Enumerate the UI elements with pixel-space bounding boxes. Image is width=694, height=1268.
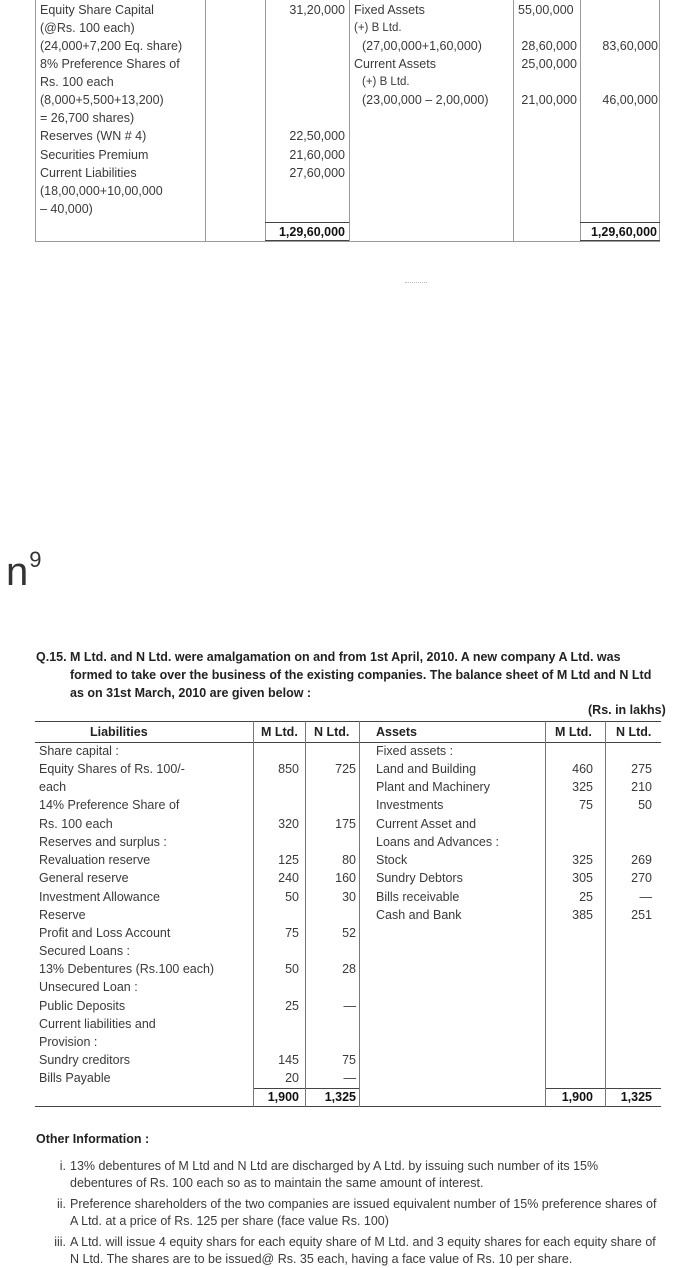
liability-m-value: 850 (278, 762, 299, 776)
amount-b-ltd-current: 21,00,000 (521, 93, 577, 107)
asset-m-value: 460 (572, 762, 593, 776)
liability-text: (18,00,000+10,00,000 (40, 184, 163, 198)
info-item-number: i. (59, 1159, 66, 1173)
asset-text: Fixed Assets (354, 3, 425, 17)
liability-label: Secured Loans : (39, 944, 131, 958)
asset-n-value: — (639, 890, 652, 904)
asset-text: (27,00,000+1,60,000) (362, 39, 482, 53)
asset-label: Plant and Machinery (376, 780, 490, 794)
liability-text: Reserves (WN # 4) (40, 129, 147, 143)
liability-label: Bills Payable (39, 1071, 111, 1085)
asset-text: (+) B Ltd. (354, 22, 402, 34)
asset-label: Fixed assets : (376, 744, 454, 758)
liability-n-value: 30 (342, 890, 356, 904)
header-n-ltd-assets: N Ltd. (616, 725, 652, 739)
amount-fixed-assets: 55,00,000 (518, 3, 574, 17)
column-divider (253, 721, 254, 1107)
liability-label: Current liabilities and (39, 1017, 156, 1031)
liability-label: Profit and Loss Account (39, 926, 171, 940)
asset-m-value: 385 (572, 908, 593, 922)
liability-text: – 40,000) (40, 202, 93, 216)
asset-m-value: 325 (572, 780, 593, 794)
asset-label: Land and Building (376, 762, 477, 776)
asset-n-value: 210 (631, 780, 652, 794)
liability-label: Share capital : (39, 744, 119, 758)
info-item-text: A Ltd. will issue 4 equity shars for each equity share of M Ltd. and 3 equity shares for each equity share of N Ltd. The shares are to be issued@ Rs. 35 each, having a face value of Rs. 10 per share. (70, 1235, 656, 1266)
question-number: Q.15. (36, 650, 67, 664)
question-text: M Ltd. and N Ltd. were amalgamation on and from 1st April, 2010. A new company A Ltd. was formed to take over the business of the existing companies. The balance sheet of M Ltd and N Ltd as on 31st March, 2010 are given below : (70, 650, 652, 700)
balance-sheet-table (35, 721, 661, 1107)
asset-n-value: 251 (631, 908, 652, 922)
asset-text: Current Assets (354, 57, 436, 71)
units-label: (Rs. in lakhs) (588, 703, 666, 717)
page-separator (405, 282, 427, 283)
liability-label: General reserve (39, 871, 129, 885)
asset-n-value: 270 (631, 871, 652, 885)
asset-m-value: 325 (572, 853, 593, 867)
liability-label: Investment Allowance (39, 890, 160, 904)
total-liab-m: 1,900 (267, 1090, 299, 1104)
amount-securities-premium: 21,60,000 (289, 148, 345, 162)
total-liab-n: 1,325 (324, 1090, 356, 1104)
asset-n-value: 275 (631, 762, 652, 776)
liability-label: Reserves and surplus : (39, 835, 167, 849)
column-divider (305, 721, 306, 1107)
liability-n-value: 75 (342, 1053, 356, 1067)
asset-label: Loans and Advances : (376, 835, 500, 849)
asset-text: (+) B Ltd. (362, 76, 410, 88)
liability-label: Sundry creditors (39, 1053, 131, 1067)
liability-text: 8% Preference Shares of (40, 57, 180, 71)
liability-label: Rs. 100 each (39, 817, 113, 831)
liability-text: (@Rs. 100 each) (40, 21, 135, 35)
asset-label: Current Asset and (376, 817, 477, 831)
liability-label: each (39, 780, 67, 794)
asset-label: Cash and Bank (376, 908, 462, 922)
amount-current-liabilities: 27,60,000 (289, 166, 345, 180)
liability-text: Rs. 100 each (40, 75, 114, 89)
liability-text: (24,000+7,200 Eq. share) (40, 39, 183, 53)
amount-reserves: 22,50,000 (289, 129, 345, 143)
total-assets: 1,29,60,000 (580, 222, 660, 241)
header-assets: Assets (376, 725, 417, 739)
total-asset-m: 1,900 (561, 1090, 593, 1104)
amount-current-assets: 25,00,000 (521, 57, 577, 71)
header-m-ltd-assets: M Ltd. (555, 725, 592, 739)
liability-m-value: 50 (285, 890, 299, 904)
amount-b-ltd-fixed: 28,60,000 (521, 39, 577, 53)
liability-n-value: 80 (342, 853, 356, 867)
info-item-text: 13% debentures of M Ltd and N Ltd are discharged by A Ltd. by issuing such number of its 15% debentures of Rs. 100 each so as to maintain the same amount of interest. (70, 1159, 599, 1190)
column-divider (205, 0, 206, 241)
amount-equity: 31,20,000 (289, 3, 345, 17)
liability-m-value: 125 (278, 853, 299, 867)
liability-label: 13% Debentures (Rs.100 each) (39, 962, 215, 976)
column-divider (349, 0, 350, 241)
liability-text: (8,000+5,500+13,200) (40, 93, 164, 107)
asset-m-value: 25 (579, 890, 593, 904)
column-divider (265, 0, 266, 241)
liability-text: Equity Share Capital (40, 3, 154, 17)
asset-label: Bills receivable (376, 890, 460, 904)
liability-label: 14% Preference Share of (39, 798, 180, 812)
liability-m-value: 240 (278, 871, 299, 885)
liability-text: = 26,700 shares) (40, 111, 135, 125)
liability-m-value: 145 (278, 1053, 299, 1067)
info-item-number: ii. (56, 1197, 66, 1211)
liability-n-value: — (343, 1071, 356, 1085)
table-bottom-rule (35, 1106, 661, 1107)
header-m-ltd: M Ltd. (261, 725, 298, 739)
page-mark: $n^9$ (6, 547, 42, 594)
liability-m-value: 75 (285, 926, 299, 940)
amount-fixed-total: 83,60,000 (602, 39, 658, 53)
column-divider (359, 721, 360, 1107)
liability-label: Provision : (39, 1035, 98, 1049)
asset-m-value: 305 (572, 871, 593, 885)
asset-label: Sundry Debtors (376, 871, 463, 885)
asset-text: (23,00,000 – 2,00,000) (362, 93, 489, 107)
liability-text: Securities Premium (40, 148, 149, 162)
total-liabilities: 1,29,60,000 (265, 222, 349, 241)
asset-n-value: 50 (638, 798, 652, 812)
info-item-number: iii. (54, 1235, 66, 1249)
header-liabilities: Liabilities (90, 725, 148, 739)
liability-text: Current Liabilities (40, 166, 137, 180)
liability-label: Equity Shares of Rs. 100/- (39, 762, 185, 776)
amount-current-total: 46,00,000 (602, 93, 658, 107)
asset-n-value: 269 (631, 853, 652, 867)
liability-label: Public Deposits (39, 999, 126, 1013)
liability-m-value: 50 (285, 962, 299, 976)
liability-label: Reserve (39, 908, 86, 922)
header-rule (35, 742, 661, 743)
liability-label: Unsecured Loan : (39, 980, 138, 994)
liability-n-value: — (343, 999, 356, 1013)
liability-n-value: 28 (342, 962, 356, 976)
previous-balance-sheet (35, 0, 660, 242)
liability-n-value: 175 (335, 817, 356, 831)
table-top-rule (35, 721, 661, 722)
liability-n-value: 52 (342, 926, 356, 940)
asset-label: Investments (376, 798, 444, 812)
liability-n-value: 160 (335, 871, 356, 885)
liability-label: Revaluation reserve (39, 853, 151, 867)
header-n-ltd: N Ltd. (314, 725, 350, 739)
liability-m-value: 25 (285, 999, 299, 1013)
asset-label: Stock (376, 853, 408, 867)
other-information-title: Other Information : (36, 1132, 150, 1146)
liability-m-value: 20 (285, 1071, 299, 1085)
liability-n-value: 725 (335, 762, 356, 776)
total-asset-n: 1,325 (620, 1090, 652, 1104)
liability-m-value: 320 (278, 817, 299, 831)
asset-m-value: 75 (579, 798, 593, 812)
info-item-text: Preference shareholders of the two companies are issued equivalent number of 15% preference shares of A Ltd. at a price of Rs. 125 per share (face value Rs. 100) (70, 1197, 657, 1228)
